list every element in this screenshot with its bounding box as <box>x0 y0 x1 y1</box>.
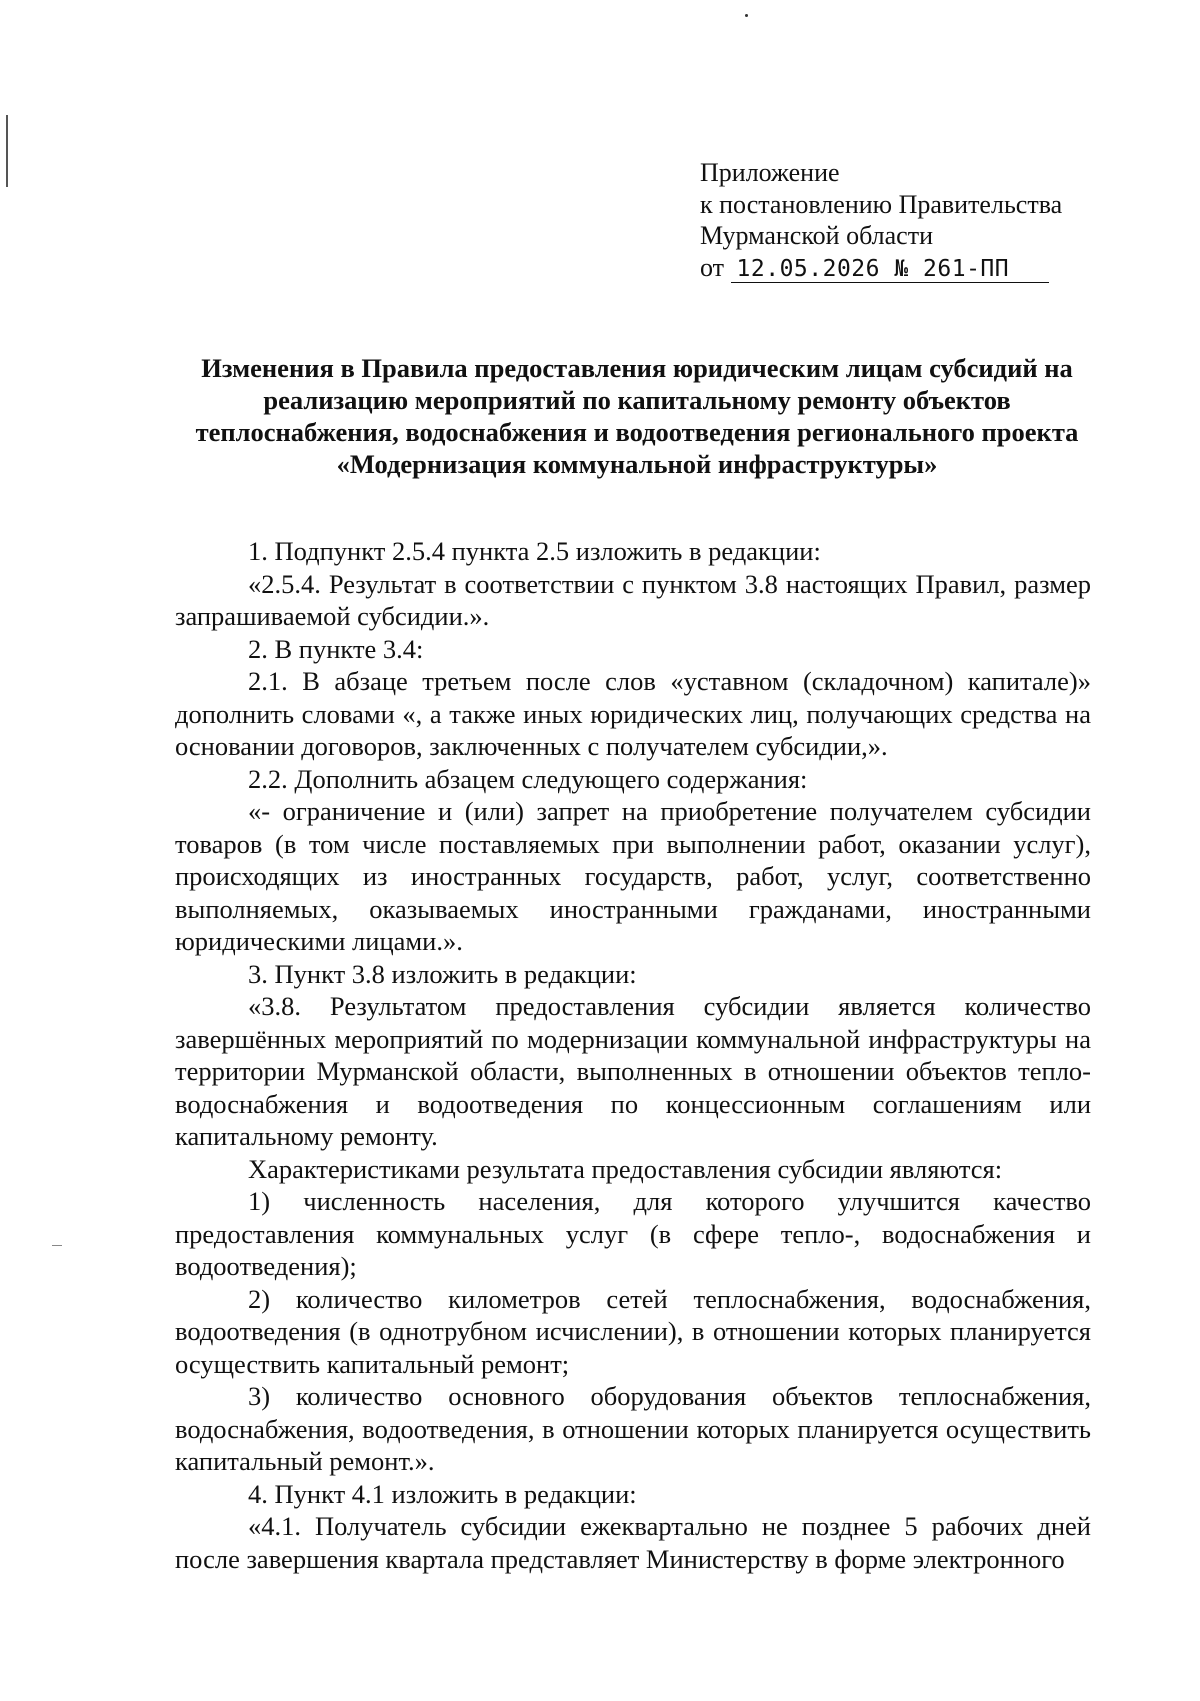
characteristic-3: 3) количество основного оборудования объектов теплоснабжения, водоснабжения, водоотведения, в отношении которых планируется осуществить капитальный ремонт.». <box>175 1381 1091 1476</box>
document-title: Изменения в Правила предоставления юридическим лицам субсидий на реализацию мероприятий по капитальному ремонту объектов теплоснабжения, водоснабжения и водоотведения регионального проекта «Модернизация коммунальной инфраструктуры» <box>195 353 1079 479</box>
appendix-block <box>700 157 1170 283</box>
paragraph-characteristics: Характеристиками результата предоставления субсидии являются: <box>248 1153 1003 1184</box>
appendix-region: Мурманской области <box>700 221 933 250</box>
paragraph-2-2-quote: «- ограничение и (или) запрет на приобретение получателем субсидии товаров (в том числе поставляемых при выполнении работ, оказании услуг), происходящих из иностранных государств, работ, услуг, соответственно выполняемых, оказываемых иностранными гражданами, иностранными юридическими лицами.». <box>175 796 1091 956</box>
scan-margin-tick <box>52 1245 62 1246</box>
appendix-label: Приложение <box>700 158 840 187</box>
paragraph-1-quote: «2.5.4. Результат в соответствии с пунктом 3.8 настоящих Правил, размер запрашиваемой субсидии.». <box>175 568 1091 631</box>
paragraph-2-1: 2.1. В абзаце третьем после слов «уставном (складочном) капитале)» дополнить словами «, а также иных юридических лиц, получающих средства на основании договоров, заключенных с получателем субсидии,». <box>175 666 1091 761</box>
paragraph-3-8-quote: «3.8. Результатом предоставления субсидии является количество завершённых мероприятий по модернизации коммунальной инфраструктуры на территории Мурманской области, выполненных в отношении объектов тепло-водоснабжения и водоотведения по концессионным соглашениям или капитальному ремонту. <box>175 991 1091 1151</box>
paragraph-2: 2. В пункте 3.4: <box>248 633 424 664</box>
appendix-date-number: 12.05.2026 № 261-ПП <box>731 256 1049 283</box>
scan-speck <box>745 14 748 17</box>
appendix-resolution: к постановлению Правительства <box>700 189 1063 219</box>
characteristic-2: 2) количество километров сетей теплоснабжения, водоснабжения, водоотведения (в однотрубном исчислении), в отношении которых планируется осуществить капитальный ремонт; <box>175 1283 1091 1379</box>
scan-margin-mark <box>6 115 8 187</box>
appendix-date-prefix: от <box>700 252 725 282</box>
paragraph-3: 3. Пункт 3.8 изложить в редакции: <box>248 958 637 989</box>
characteristic-1: 1) численность населения, для которого улучшится качество предоставления коммунальных услуг (в сфере тепло-, водоснабжения и водоотведения); <box>175 1186 1091 1281</box>
document-body <box>175 535 1091 1575</box>
paragraph-2-2: 2.2. Дополнить абзацем следующего содержания: <box>248 763 808 794</box>
paragraph-1: 1. Подпункт 2.5.4 пункта 2.5 изложить в редакции: <box>248 536 821 566</box>
appendix-date-line <box>700 252 1170 284</box>
paragraph-4: 4. Пункт 4.1 изложить в редакции: <box>248 1478 637 1509</box>
paragraph-4-1-quote: «4.1. Получатель субсидии ежеквартально не позднее 5 рабочих дней после завершения квартала представляет Министерству в форме электронного <box>175 1511 1091 1574</box>
